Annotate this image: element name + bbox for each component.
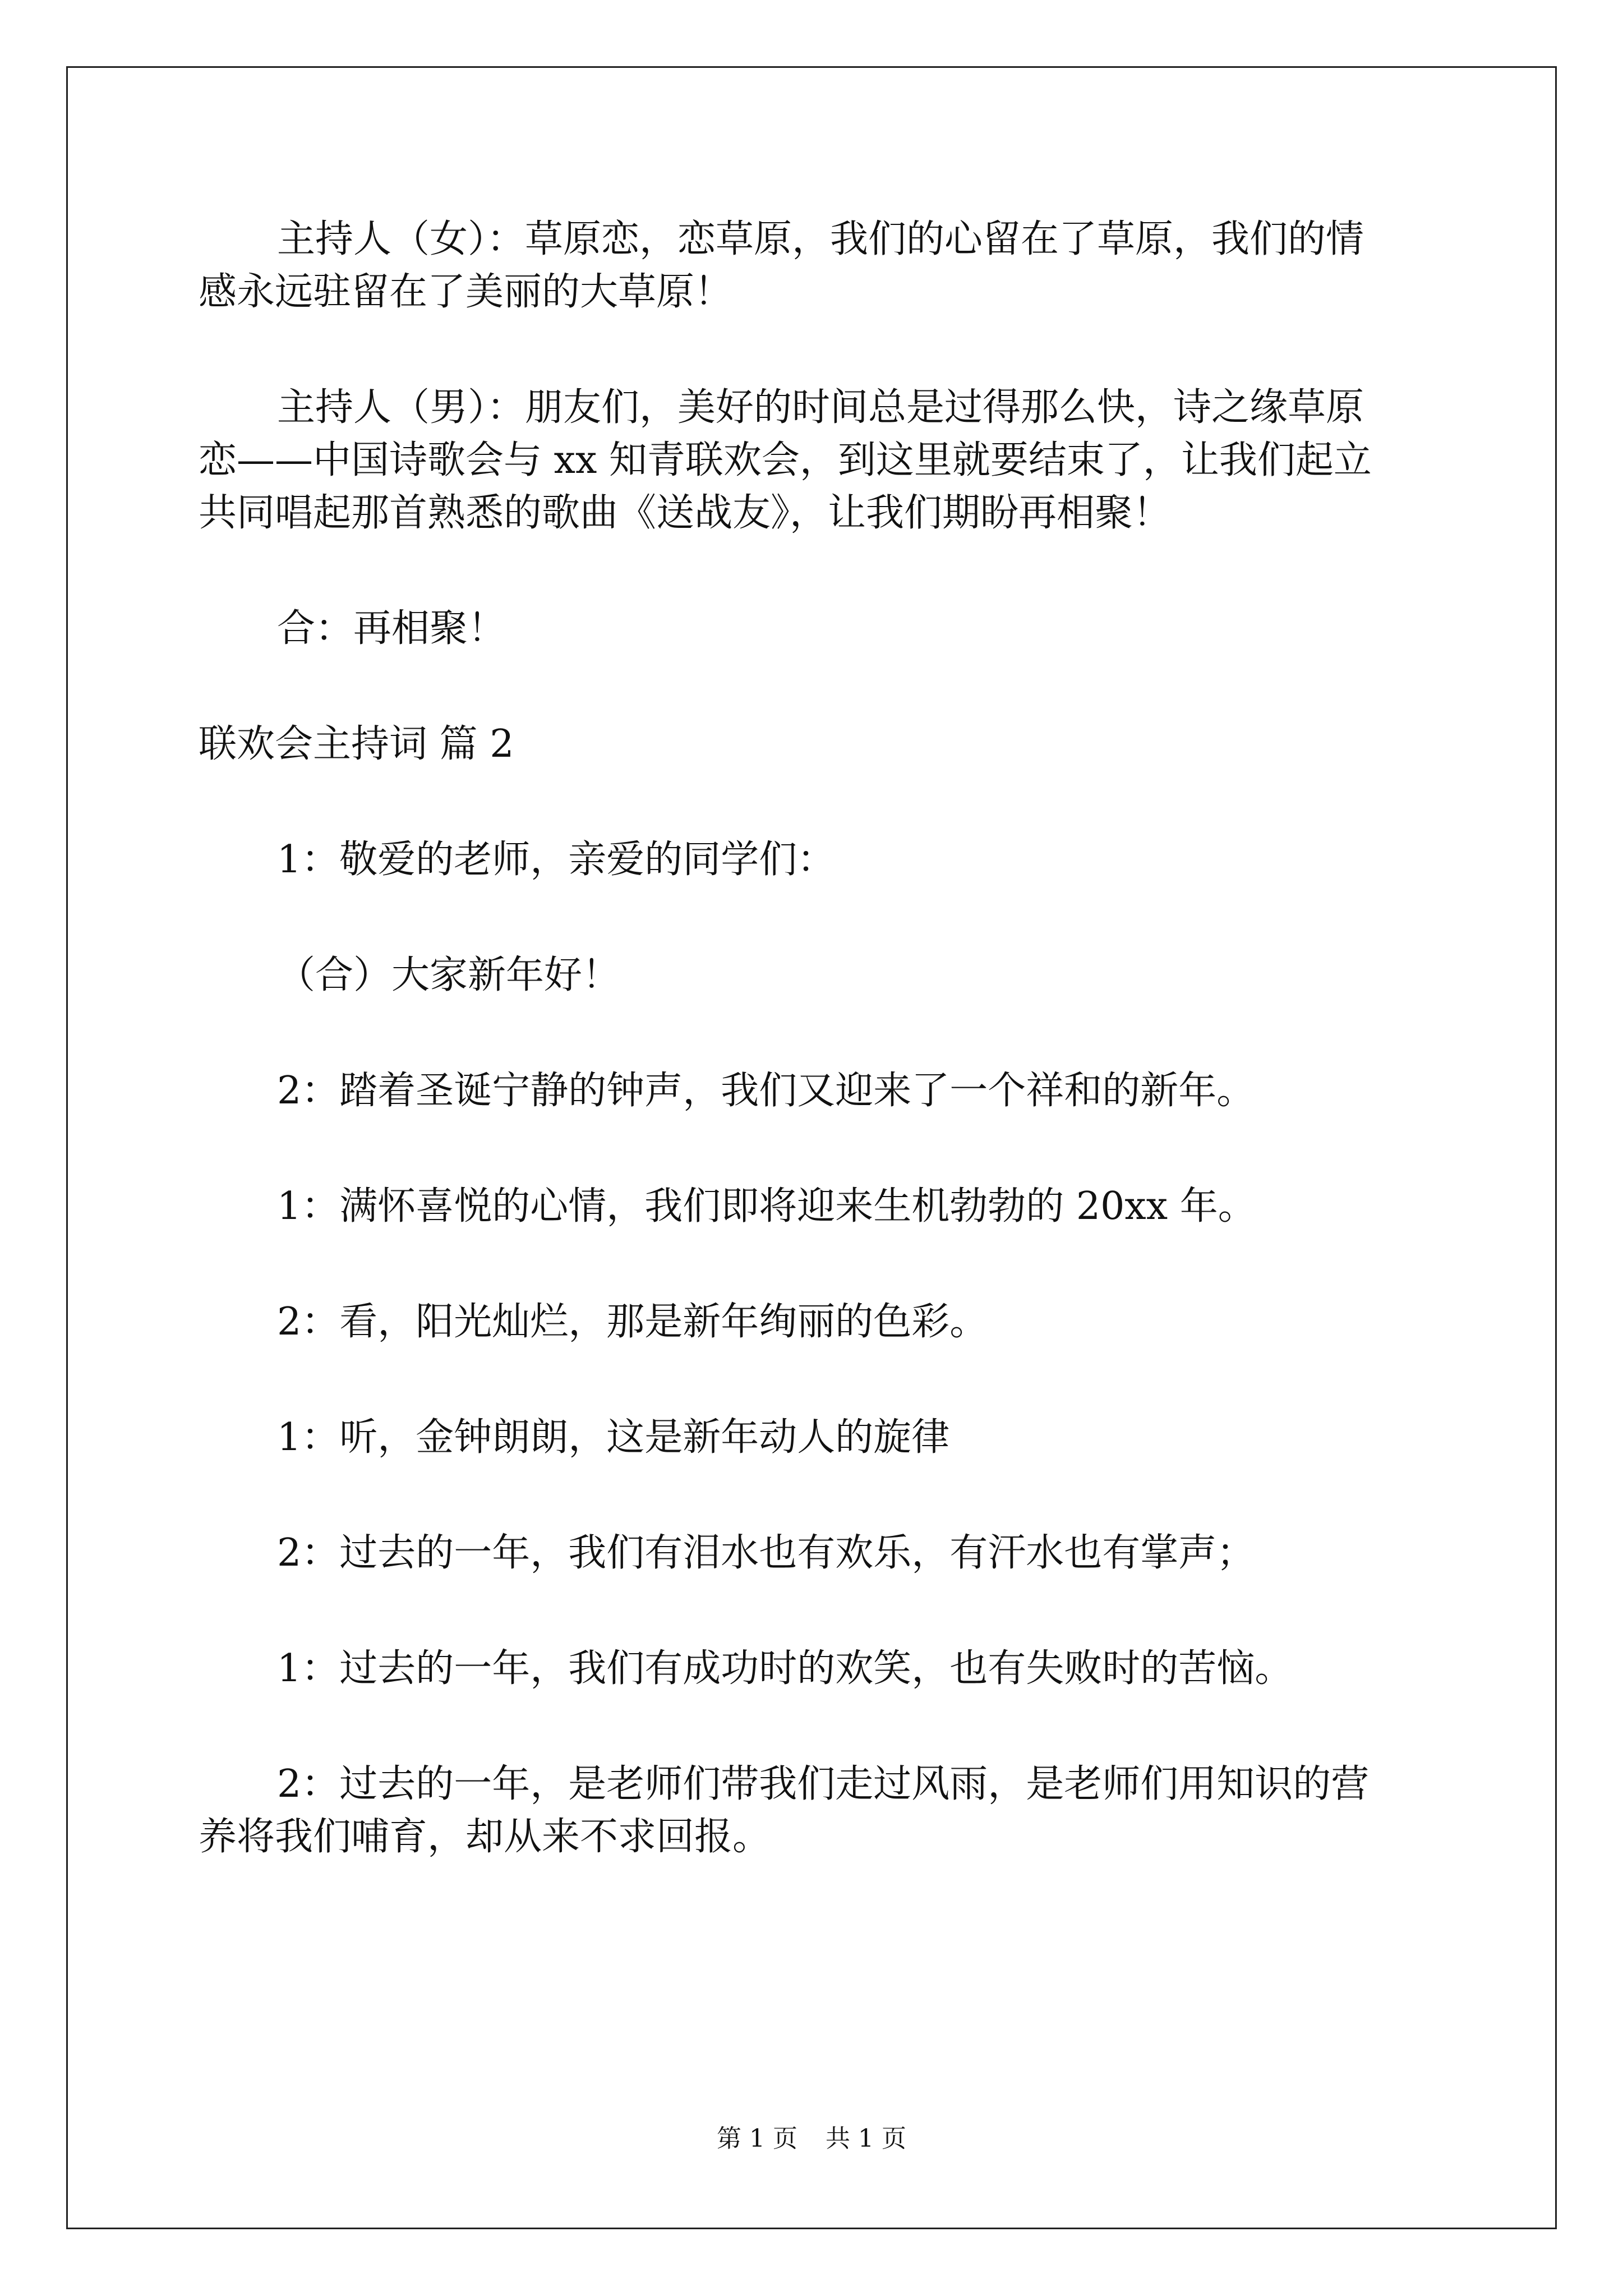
paragraph-gap: [199, 655, 1432, 718]
paragraph-gap: [199, 1002, 1432, 1065]
paragraph: [199, 1065, 1432, 1117]
paragraph-gap: [199, 771, 1432, 834]
section-heading: [199, 718, 1432, 771]
paragraph-gap: [199, 886, 1432, 949]
paragraph-gap: [199, 540, 1432, 602]
paragraph: [199, 1411, 1432, 1464]
document-body: [199, 213, 1432, 1864]
text-line: 恋——中国诗歌会与 xx 知青联欢会，到这里就要结束了，让我们起立: [199, 438, 1372, 482]
paragraph: [199, 1758, 1432, 1864]
paragraph: [199, 1527, 1432, 1580]
text-line: 共同唱起那首熟悉的歌曲《送战友》，让我们期盼再相聚！: [199, 491, 1172, 535]
paragraph: [199, 1180, 1432, 1233]
text-line: 养将我们哺育，却从来不求回报。: [199, 1815, 771, 1859]
paragraph-gap: [199, 1695, 1432, 1758]
text-line: 联欢会主持词 篇 2: [199, 722, 514, 766]
paragraph-gap: [199, 1349, 1432, 1411]
text-line: 1：听，金钟朗朗，这是新年动人的旋律: [277, 1415, 950, 1460]
paragraph-gap: [199, 319, 1432, 381]
text-line: 2：过去的一年，是老师们带我们走过风雨，是老师们用知识的营: [277, 1762, 1370, 1806]
paragraph: [199, 834, 1432, 886]
paragraph-gap: [199, 1117, 1432, 1180]
text-line: 2：过去的一年，我们有泪水也有欢乐，有汗水也有掌声；: [277, 1531, 1255, 1575]
text-line: 1：敬爱的老师，亲爱的同学们：: [277, 838, 836, 882]
page-footer: [0, 2123, 1623, 2155]
paragraph-gap: [199, 1233, 1432, 1296]
text-line: 主持人（男）：朋友们，美好的时间总是过得那么快，诗之缘草原: [277, 385, 1364, 430]
page-number: 第 1 页: [717, 2124, 797, 2153]
text-line: 1：过去的一年，我们有成功时的欢笑，也有失败时的苦恼。: [277, 1646, 1293, 1691]
text-line: 感永远驻留在了美丽的大草原！: [199, 270, 733, 314]
text-line: 2：看，阳光灿烂，那是新年绚丽的色彩。: [277, 1300, 988, 1344]
paragraph: [199, 602, 1432, 655]
paragraph: [199, 949, 1432, 1002]
paragraph: [199, 213, 1432, 319]
paragraph-gap: [199, 1464, 1432, 1527]
text-line: 主持人（女）：草原恋，恋草原，我们的心留在了草原，我们的情: [277, 217, 1364, 261]
paragraph: [199, 1642, 1432, 1695]
text-line: 1：满怀喜悦的心情，我们即将迎来生机勃勃的 20xx 年。: [277, 1184, 1256, 1228]
paragraph: [199, 1296, 1432, 1349]
page-total: 共 1 页: [826, 2124, 906, 2153]
text-line: （合）大家新年好！: [277, 953, 621, 997]
text-line: 2：踏着圣诞宁静的钟声，我们又迎来了一个祥和的新年。: [277, 1069, 1255, 1113]
paragraph: [199, 381, 1432, 540]
text-line: 合：再相聚！: [277, 606, 506, 651]
paragraph-gap: [199, 1580, 1432, 1642]
